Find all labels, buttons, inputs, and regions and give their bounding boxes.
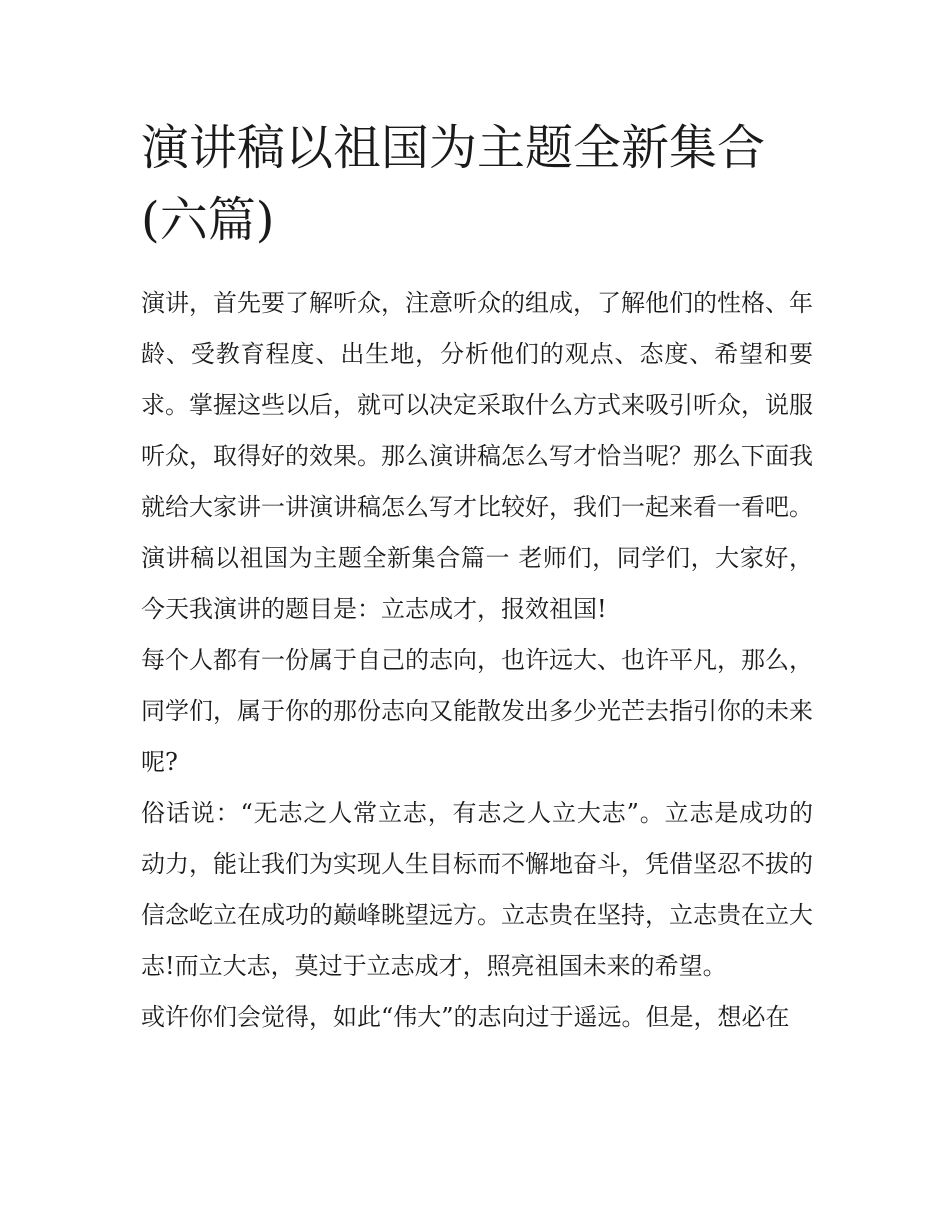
paragraph-opening: 演讲稿以祖国为主题全新集合篇一 老师们，同学们，大家好，今天我演讲的题目是：立志成才，报效祖国! [141,544,813,623]
paragraph-intro: 演讲，首先要了解听众，注意听众的组成，了解他们的性格、年龄、受教育程度、出生地，分析他们的观点、态度、希望和要求。掌握这些以后，就可以决定采取什么方式来吸引听众，说服听众，取得好的效果。那么演讲稿怎么写才恰当呢？那么下面我就给大家讲一讲演讲稿怎么写才比较好，我们一起来看一看吧。 [141,289,813,521]
paragraph-continuation: 或许你们会觉得，如此“伟大”的志向过于遥远。但是，想必在 [141,1003,790,1031]
paragraph-aspiration: 每个人都有一份属于自己的志向，也许远大、也许平凡，那么，同学们，属于你的那份志向又能散发出多少光芒去指引你的未来呢? [141,646,813,776]
document-body [141,278,813,1043]
paragraph-proverb: 俗话说：“无志之人常立志，有志之人立大志”。立志是成功的动力，能让我们为实现人生目标而不懈地奋斗，凭借坚忍不拔的信念屹立在成功的巅峰眺望远方。立志贵在坚持，立志贵在立大志!而立大志，莫过于立志成才，照亮祖国未来的希望。 [141,799,813,980]
document-title: 演讲稿以祖国为主题全新集合(六篇) [141,120,766,248]
